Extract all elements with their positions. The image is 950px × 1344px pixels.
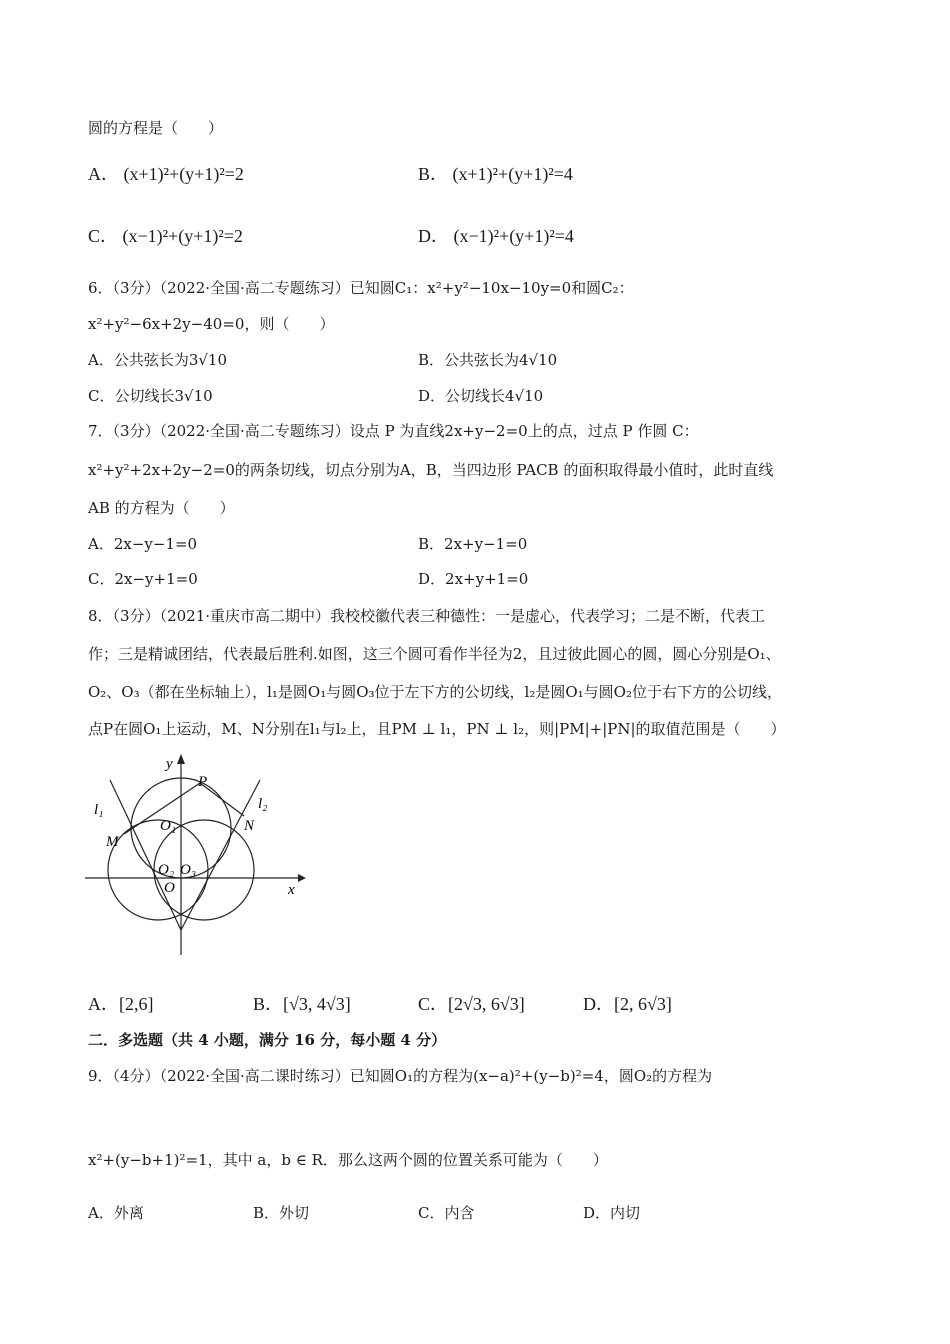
option-label: C．: [88, 226, 119, 246]
q7-stem-line2: x²+y²+2x+2y−2=0的两条切线，切点分别为A，B，当四边形 PACB 的面积取得最小值时，此时直线: [88, 461, 774, 479]
label-n: N: [244, 818, 255, 834]
q6-option-a: A．公共弦长为3√10: [88, 351, 228, 369]
q6-stem-line2: x²+y²−6x+2y−40=0，则（ ）: [88, 315, 335, 333]
y-axis-arrow: [177, 754, 185, 764]
question-intro: 圆的方程是（ ）: [88, 119, 224, 137]
label-o2: O₂: [158, 862, 175, 878]
q8-figure: [80, 750, 310, 960]
section-heading: 二．多选题（共 4 小题，满分 16 分，每小题 4 分）: [88, 1031, 447, 1049]
q8-option-c: C．[2√3, 6√3]: [418, 994, 525, 1014]
q8-stem-line1: 8．（3分）（2021·重庆市高二期中）我校校徽代表三种德性：一是虚心，代表学习；二是不断，代表工: [88, 607, 766, 625]
q9-option-c: C．内含: [418, 1204, 475, 1222]
q8-stem-line3: O₂、O₃（都在坐标轴上），l₁是圆O₁与圆O₃位于左下方的公切线，l₂是圆O₁与圆O₂位于右下方的公切线，: [88, 683, 782, 701]
label-m: M: [106, 834, 119, 850]
label-l1: l₁: [94, 802, 104, 818]
option-equation: (x+1)²+(y+1)²=4: [452, 164, 573, 184]
q8-option-d: D．[2, 6√3]: [583, 994, 672, 1014]
q7-stem-line1: 7．（3分）（2022·全国·高二专题练习）设点 P 为直线2x+y−2=0上的点，过点 P 作圆 C：: [88, 422, 699, 440]
label-p: P: [198, 774, 208, 790]
q7-option-c: C．2x−y+1=0: [88, 570, 198, 588]
q9-stem-line2: x²+(y−b+1)²=1，其中 a，b ∈ R．那么这两个圆的位置关系可能为（ ）: [88, 1151, 608, 1169]
option-equation: (x+1)²+(y+1)²=2: [123, 164, 244, 184]
label-o: O: [164, 880, 175, 896]
q5-option-d: [418, 226, 574, 246]
q7-option-b: B．2x+y−1=0: [418, 535, 528, 553]
q8-option-a: A．[2,6]: [88, 994, 154, 1014]
q6-option-d: D．公切线长4√10: [418, 387, 544, 405]
q6-option-c: C．公切线长3√10: [88, 387, 213, 405]
q9-stem-line1: 9．（4分）（2022·全国·高二课时练习）已知圆O₁的方程为(x−a)²+(y−b)²=4，圆O₂的方程为: [88, 1067, 713, 1085]
q8-stem-line4: 点P在圆O₁上运动，M、N分别在l₁与l₂上，且PM ⊥ l₁，PN ⊥ l₂，则|PM|+|PN|的取值范围是（ ）: [88, 720, 786, 738]
label-l2: l₂: [258, 796, 268, 812]
option-equation: (x−1)²+(y+1)²=2: [122, 226, 243, 246]
q7-option-a: A．2x−y−1=0: [88, 535, 198, 553]
q8-option-b: B．[√3, 4√3]: [253, 994, 351, 1014]
option-label: D．: [418, 226, 449, 246]
q6-stem-line1: 6．（3分）（2022·全国·高二专题练习）已知圆C₁：x²+y²−10x−10y=0和圆C₂：: [88, 279, 634, 297]
tangent-l2: [181, 780, 260, 930]
option-label: A．: [88, 164, 119, 184]
q7-stem-line3: AB 的方程为（ ）: [88, 499, 235, 517]
q6-option-b: B．公共弦长为4√10: [418, 351, 558, 369]
q5-option-a: [88, 164, 244, 184]
q9-option-d: D．内切: [583, 1204, 641, 1222]
q8-stem-line2: 作；三是精诚团结，代表最后胜利.如图，这三个圆可看作半径为2，且过彼此圆心的圆，圆心分别是O₁、: [88, 645, 781, 663]
label-x: x: [288, 882, 295, 898]
q5-option-b: [418, 164, 573, 184]
label-y: y: [166, 756, 173, 772]
label-o1: O₁: [160, 818, 177, 834]
label-o3: O₃: [180, 862, 197, 878]
option-label: B．: [418, 164, 449, 184]
q5-option-c: [88, 226, 243, 246]
option-equation: (x−1)²+(y+1)²=4: [453, 226, 574, 246]
q7-option-d: D．2x+y+1=0: [418, 570, 529, 588]
q9-option-b: B．外切: [253, 1204, 310, 1222]
x-axis-arrow: [298, 874, 306, 882]
q9-option-a: A．外离: [88, 1204, 144, 1222]
